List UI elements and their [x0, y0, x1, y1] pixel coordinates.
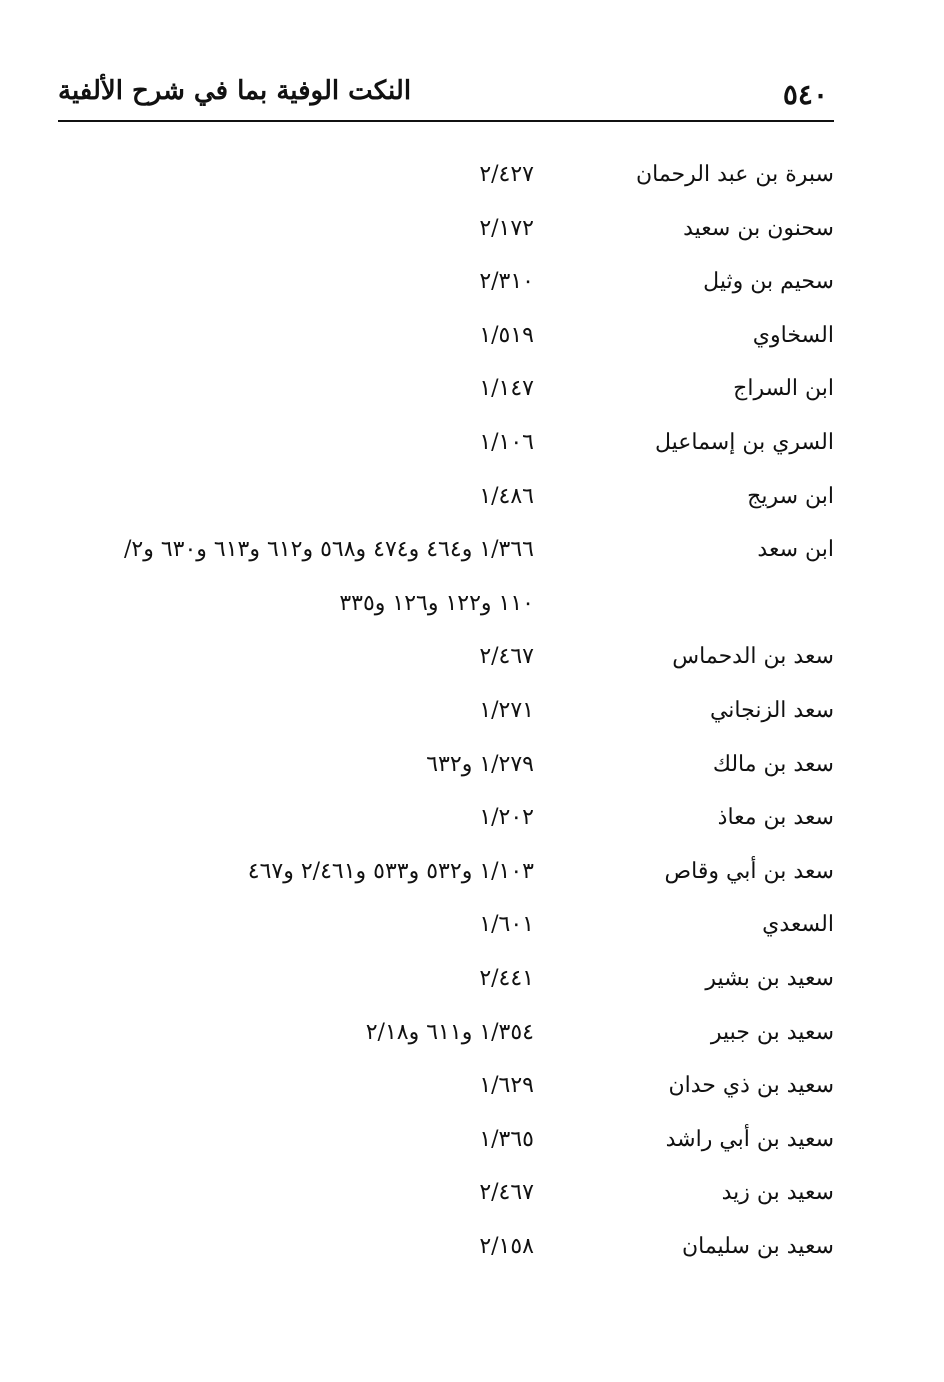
index-entry	[40, 364, 834, 418]
index-entry	[40, 847, 834, 901]
entry-name: سعيد بن زيد	[721, 1180, 834, 1206]
entry-refs: ١/١٠٦	[479, 429, 534, 455]
entry-name: ابن سعد	[757, 537, 834, 563]
index-entry	[40, 525, 834, 579]
entry-name: السعدي	[762, 912, 834, 938]
entry-refs: ١/١٠٣ و٥٣٢ و٥٣٣ و٢/٤٦١ و٤٦٧	[247, 858, 534, 884]
index-entry	[40, 1168, 834, 1222]
index-entry	[40, 793, 834, 847]
page-number: ٥٤٠	[782, 78, 828, 111]
book-title: النكت الوفية بما في شرح الألفية	[58, 76, 412, 106]
entry-refs: ٢/٣١٠	[479, 269, 534, 295]
entry-name: سعيد بن جبير	[710, 1019, 834, 1045]
running-header	[58, 72, 834, 122]
index-entry	[40, 150, 834, 204]
entry-refs: ١/٢٧١	[479, 697, 534, 723]
entry-refs: ١/٢٧٩ و٦٣٢	[426, 751, 534, 777]
index-entry	[40, 1115, 834, 1169]
entry-refs: ١/٢٠٢	[479, 805, 534, 831]
index-entry	[40, 1222, 834, 1276]
index-entry	[40, 1008, 834, 1062]
index-entry	[40, 740, 834, 794]
entry-refs: ٢/١٥٨	[479, 1233, 534, 1259]
entry-name: السري بن إسماعيل	[654, 429, 834, 455]
index-entry	[40, 204, 834, 258]
entry-name: سعد الزنجاني	[709, 697, 834, 723]
entry-refs: ١/٣٦٥	[479, 1126, 534, 1152]
entry-refs: ١/٦٢٩	[479, 1073, 534, 1099]
entry-refs: ٢/٤٢٧	[479, 162, 534, 187]
entry-refs: ١/٣٦٦ و٤٦٤ و٤٧٤ و٥٦٨ و٦١٢ و٦١٣ و٦٣٠ و٢/	[123, 537, 534, 563]
index-entries	[40, 150, 834, 1275]
entry-name: سعيد بن أبي راشد	[665, 1126, 834, 1152]
index-entry	[40, 954, 834, 1008]
entry-refs: ١/١٤٧	[479, 376, 534, 402]
index-entry	[40, 1061, 834, 1115]
index-entry	[40, 686, 834, 740]
index-entry	[40, 632, 834, 686]
entry-name: سعيد بن بشير	[705, 965, 834, 991]
entry-name: سعد بن مالك	[712, 751, 834, 777]
index-entry	[40, 418, 834, 472]
entry-refs: ٢/٤٦٧	[479, 1180, 534, 1206]
entry-refs: ٢/٤٤١	[479, 965, 534, 991]
entry-name: سحيم بن وثيل	[703, 269, 834, 295]
entry-name: سعد بن معاذ	[717, 805, 834, 831]
entry-refs: ٢/١٧٢	[479, 215, 534, 241]
index-entry	[40, 472, 834, 526]
entry-refs: ٢/٤٦٧	[479, 644, 534, 670]
entry-name: سحنون بن سعيد	[683, 215, 834, 241]
entry-refs: ١/٦٠١	[479, 912, 534, 938]
entry-name: سبرة بن عبد الرحمان	[635, 162, 834, 187]
entry-name: ابن سريج	[747, 483, 834, 509]
entry-refs: ١/٥١٩	[479, 322, 534, 348]
index-entry-continuation	[40, 579, 834, 633]
entry-name: سعيد بن سليمان	[681, 1233, 834, 1259]
index-entry	[40, 311, 834, 365]
entry-refs: ١/٤٨٦	[479, 483, 534, 509]
entry-refs: ١/٣٥٤ و٦١١ و٢/١٨	[365, 1019, 534, 1045]
entry-name: سعد بن الدحماس	[672, 644, 834, 670]
index-entry	[40, 257, 834, 311]
entry-name: السخاوي	[752, 322, 834, 348]
entry-refs: ١١٠ و١٢٢ و١٢٦ و٣٣٥	[339, 590, 534, 616]
index-entry	[40, 900, 834, 954]
entry-name: سعد بن أبي وقاص	[664, 858, 834, 884]
entry-name: سعيد بن ذي حدان	[668, 1073, 834, 1099]
entry-name: ابن السراج	[733, 376, 834, 402]
